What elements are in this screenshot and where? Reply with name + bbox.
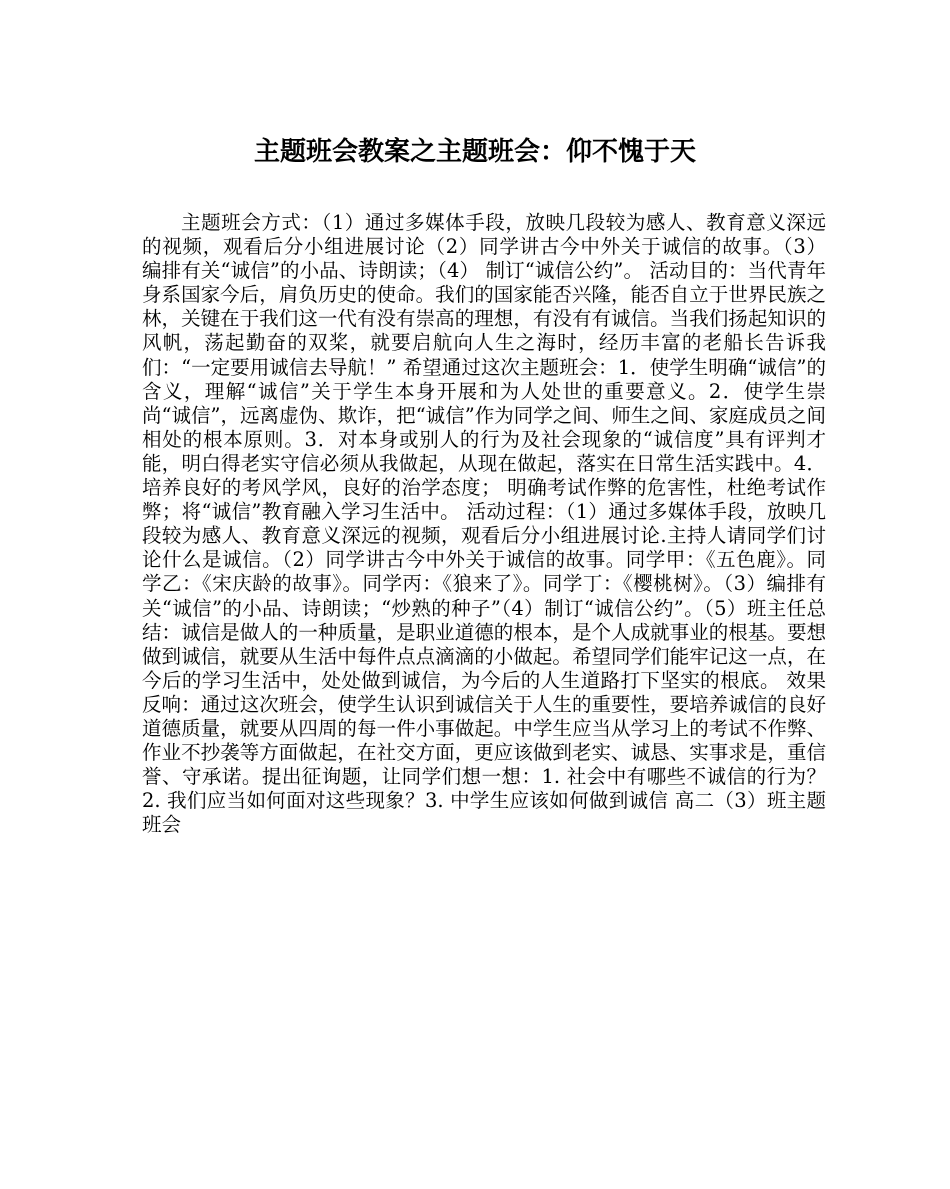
document-title: 主题班会教案之主题班会：仰不愧于天	[253, 137, 696, 167]
document-body-paragraph: 主题班会方式：（1）通过多媒体手段，放映几段较为感人、教育意义深远的视频，观看后分小组进展讨论（2）同学讲古今中外关于诚信的故事。（3） 编排有关“诚信”的小品、诗朗读；（4） 制订“诚信公约”。 活动目的：当代青年身系国家今后，肩负历史的使命。我们的国家能否兴隆，能否自立于世界民族之林，关键在于我们这一代有没有崇高的理想，有没有有诚信。当我们扬起知识的风帆，荡起勤奋的双桨，就要启航向人生之海时，经历丰富的老船长告诉我们：“一定要用诚信去导航！” 希望通过这次主题班会：1．使学生明确“诚信”的含义，理解“诚信”关于学生本身开展和为人处世的重要意义。2．使学生崇尚“诚信”，远离虚伪、欺诈，把“诚信”作为同学之间、师生之间、家庭成员之间相处的根本原则。3．对本身或别人的行为及社会现象的“诚信度”具有评判才能，明白得老实守信必须从我做起，从现在做起，落实在日常生活实践中。4．培养良好的考风学风，良好的治学态度； 明确考试作弊的危害性，杜绝考试作弊；将“诚信”教育融入学习生活中。 活动过程：（1）通过多媒体手段，放映几段较为感人、教育意义深远的视频，观看后分小组进展讨论.主持人请同学们讨论什么是诚信。（2）同学讲古今中外关于诚信的故事。同学甲：《五色鹿》。同学乙：《宋庆龄的故事》。同学丙：《狼来了》。同学丁：《樱桃树》。（3）编排有关“诚信”的小品、诗朗读；“炒熟的种子”（4）制订“诚信公约”。（5）班主任总结：诚信是做人的一种质量，是职业道德的根本，是个人成就事业的根基。要想做到诚信，就要从生活中每件点点滴滴的小做起。希望同学们能牢记这一点，在今后的学习生活中，处处做到诚信，为今后的人生道路打下坚实的根底。 效果反响：通过这次班会，使学生认识到诚信关于人生的重要性，要培养诚信的良好道德质量，就要从四周的每一件小事做起。中学生应当从学习上的考试不作弊、作业不抄袭等方面做起，在社交方面，更应该做到老实、诚恳、实事求是，重信誉、守承诺。提出征询题，让同学们想一想：1. 社会中有哪些不诚信的行为？2. 我们应当如何面对这些现象？3. 中学生应该如何做到诚信 高二（3）班主题班会	[142, 211, 826, 837]
